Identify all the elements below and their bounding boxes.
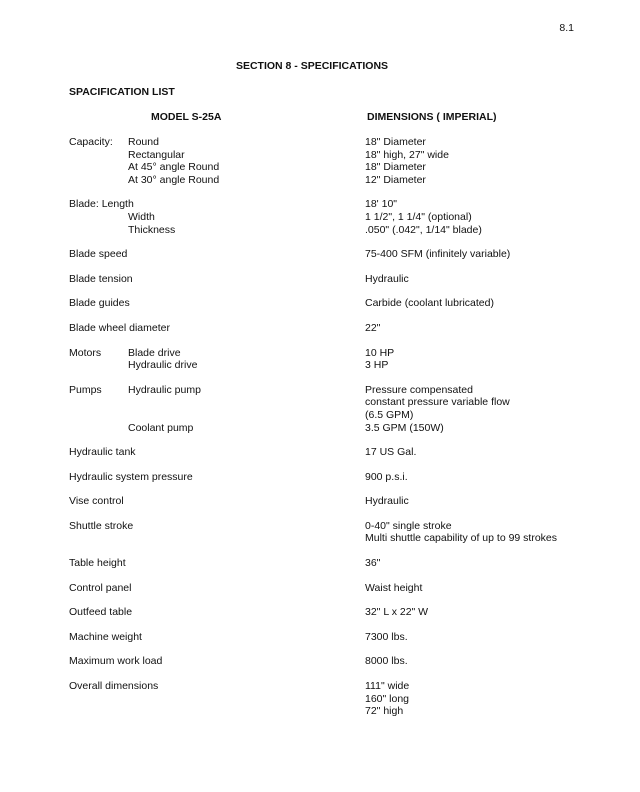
spec-line bbox=[0, 297, 640, 310]
spec-label: Blade wheel diameter bbox=[69, 321, 170, 334]
spec-value: Multi shuttle capability of up to 99 strokes bbox=[365, 532, 558, 545]
spec-value: Hydraulic bbox=[365, 272, 409, 285]
spec-row bbox=[0, 446, 640, 459]
spec-value: (6.5 GPM) bbox=[365, 408, 414, 421]
spec-row bbox=[0, 347, 640, 372]
spec-line bbox=[0, 347, 640, 360]
spec-value: Carbide (coolant lubricated) bbox=[365, 297, 494, 310]
spec-value: 12" Diameter bbox=[365, 173, 426, 186]
spec-line bbox=[0, 136, 640, 149]
spec-line bbox=[0, 174, 640, 187]
spec-line bbox=[0, 606, 640, 619]
spec-value: 18" Diameter bbox=[365, 161, 426, 174]
spec-line bbox=[0, 322, 640, 335]
spec-value: 1 1/2", 1 1/4" (optional) bbox=[365, 210, 472, 223]
spec-line bbox=[0, 359, 640, 372]
spec-line bbox=[0, 705, 640, 718]
spec-sublabel: Thickness bbox=[128, 223, 176, 236]
spec-value: 3.5 GPM (150W) bbox=[365, 421, 444, 434]
spec-sublabel: At 45° angle Round bbox=[128, 161, 220, 174]
spec-value: 3 HP bbox=[365, 359, 389, 372]
spec-line bbox=[0, 446, 640, 459]
spec-label: Blade tension bbox=[69, 272, 133, 285]
spec-label: Table height bbox=[69, 557, 126, 570]
spec-value: Hydraulic bbox=[365, 495, 409, 508]
spec-label: Control panel bbox=[69, 581, 132, 594]
spec-line bbox=[0, 198, 640, 211]
spec-label: Shuttle stroke bbox=[69, 519, 134, 532]
spec-value: 75-400 SFM (infinitely variable) bbox=[365, 248, 511, 261]
spec-value: 18" Diameter bbox=[365, 136, 426, 148]
spec-row bbox=[0, 297, 640, 310]
spec-sublabel: Width bbox=[128, 210, 155, 223]
spec-label: Blade speed bbox=[69, 248, 128, 261]
dimensions-column-header: DIMENSIONS ( IMPERIAL) bbox=[367, 111, 497, 123]
spec-sublabel: Blade drive bbox=[128, 346, 181, 359]
spec-line bbox=[0, 532, 640, 545]
spec-value: 0-40" single stroke bbox=[365, 519, 452, 532]
spec-line bbox=[0, 631, 640, 644]
page-number: 8.1 bbox=[559, 22, 574, 34]
spec-row bbox=[0, 582, 640, 595]
spec-value: Pressure compensated bbox=[365, 383, 473, 396]
spec-label: Hydraulic system pressure bbox=[69, 470, 193, 483]
spec-label: Hydraulic tank bbox=[69, 446, 136, 459]
spec-list bbox=[0, 136, 640, 718]
spec-value: 900 p.s.i. bbox=[365, 470, 408, 483]
spec-line bbox=[0, 693, 640, 706]
spec-value: Waist height bbox=[365, 581, 423, 594]
spec-line bbox=[0, 680, 640, 693]
spec-label: Pumps bbox=[69, 383, 102, 396]
spec-sublabel: Coolant pump bbox=[128, 421, 194, 434]
spec-line bbox=[0, 211, 640, 224]
spec-row bbox=[0, 680, 640, 718]
spec-label: Blade guides bbox=[69, 297, 130, 310]
list-title: SPACIFICATION LIST bbox=[69, 86, 175, 98]
spec-line bbox=[0, 422, 640, 435]
spec-line bbox=[0, 224, 640, 237]
spec-line bbox=[0, 582, 640, 595]
spec-label: Motors bbox=[69, 346, 102, 359]
spec-value: 8000 lbs. bbox=[365, 655, 408, 668]
spec-line bbox=[0, 655, 640, 668]
spec-sublabel: Hydraulic pump bbox=[128, 383, 201, 396]
spec-label: Vise control bbox=[69, 495, 124, 508]
spec-row bbox=[0, 557, 640, 570]
spec-value: 72" high bbox=[365, 705, 404, 718]
spec-row bbox=[0, 322, 640, 335]
spec-sublabel: Round bbox=[128, 136, 159, 148]
spec-row bbox=[0, 495, 640, 508]
spec-row bbox=[0, 136, 640, 186]
spec-label: Machine weight bbox=[69, 630, 142, 643]
spec-row bbox=[0, 655, 640, 668]
spec-line bbox=[0, 384, 640, 397]
spec-value: 32" L x 22" W bbox=[365, 606, 429, 619]
spec-sublabel: At 30° angle Round bbox=[128, 173, 220, 186]
spec-line bbox=[0, 273, 640, 286]
spec-row bbox=[0, 198, 640, 236]
spec-row bbox=[0, 273, 640, 286]
spec-value: 160" long bbox=[365, 692, 410, 705]
spec-label: Overall dimensions bbox=[69, 680, 159, 693]
spec-row bbox=[0, 471, 640, 484]
spec-label: Outfeed table bbox=[69, 606, 133, 619]
spec-label: Maximum work load bbox=[69, 655, 163, 668]
spec-line bbox=[0, 557, 640, 570]
spec-row bbox=[0, 248, 640, 261]
spec-value: constant pressure variable flow bbox=[365, 396, 510, 409]
spec-line bbox=[0, 161, 640, 174]
spec-value: 7300 lbs. bbox=[365, 630, 408, 643]
spec-row bbox=[0, 384, 640, 434]
section-title: SECTION 8 - SPECIFICATIONS bbox=[235, 60, 389, 72]
spec-line bbox=[0, 248, 640, 261]
spec-line bbox=[0, 495, 640, 508]
spec-line bbox=[0, 520, 640, 533]
spec-line bbox=[0, 471, 640, 484]
spec-label: Blade: Length bbox=[69, 198, 134, 211]
spec-value: 36" bbox=[365, 557, 381, 570]
spec-value: .050" (.042", 1/14" blade) bbox=[365, 223, 482, 236]
spec-value: 111" wide bbox=[365, 680, 410, 693]
spec-line bbox=[0, 409, 640, 422]
model-column-header: MODEL S-25A bbox=[151, 111, 222, 123]
spec-label: Capacity: bbox=[69, 136, 113, 148]
spec-value: 22" bbox=[365, 321, 381, 334]
spec-value: 18" high, 27" wide bbox=[365, 148, 449, 161]
spec-sublabel: Rectangular bbox=[128, 148, 185, 161]
spec-row bbox=[0, 631, 640, 644]
spec-line bbox=[0, 149, 640, 162]
spec-value: 10 HP bbox=[365, 346, 395, 359]
spec-row bbox=[0, 520, 640, 545]
spec-value: 17 US Gal. bbox=[365, 446, 417, 459]
spec-line bbox=[0, 396, 640, 409]
spec-row bbox=[0, 606, 640, 619]
spec-value: 18' 10" bbox=[365, 198, 398, 211]
spec-sublabel: Hydraulic drive bbox=[128, 359, 198, 372]
